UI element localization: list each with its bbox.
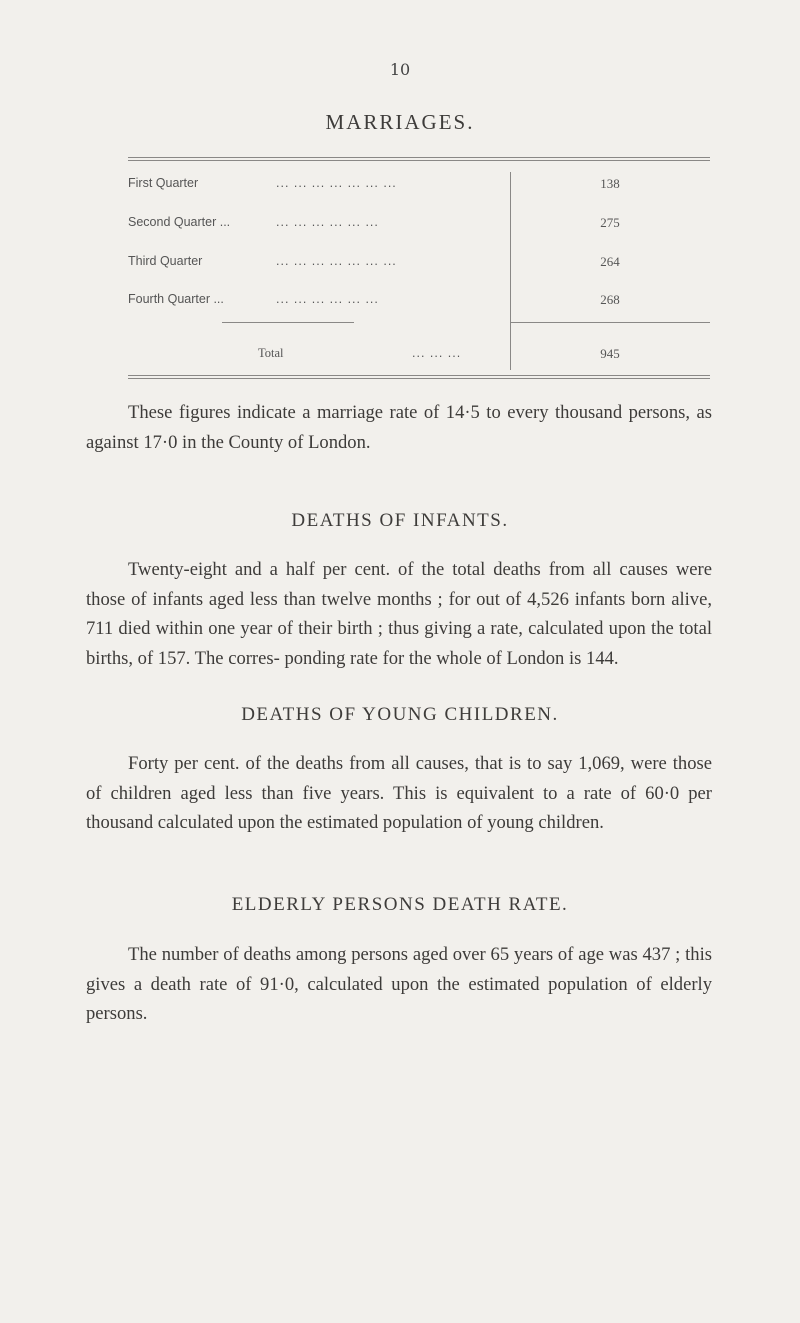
table-bottom-rule xyxy=(128,375,710,376)
table-row xyxy=(128,254,710,274)
row-leader-dots: ... ... ... ... ... ... ... xyxy=(276,254,397,268)
table-row xyxy=(128,292,710,312)
infants-paragraph: Twenty-eight and a half per cent. of the total deaths from all causes were those of infants aged less than twelve months ; for out of 4,526 infants born alive, 711 died within one year of their birth ; thus giving a rate, calculated upon the total births, of 157. The corres- ponding rate for the whole of London is 144. xyxy=(86,559,712,669)
young-children-paragraph: Forty per cent. of the deaths from all causes, that is to say 1,069, were those of children aged less than five years. This is equivalent to a rate of 60·0 per thousand calculated upon the estimated population of young children. xyxy=(86,753,712,833)
table-bottom-rule-inner xyxy=(128,378,710,379)
row-value: 264 xyxy=(600,254,620,269)
row-label: Second Quarter ... xyxy=(128,215,231,229)
table-row xyxy=(128,215,710,235)
marriages-heading: MARRIAGES. xyxy=(325,110,475,134)
row-value: 138 xyxy=(600,176,620,191)
row-value: 268 xyxy=(600,292,620,307)
table-row xyxy=(128,176,710,196)
total-separator-right xyxy=(510,322,710,323)
row-leader-dots: ... ... ... ... ... ... ... xyxy=(276,176,397,190)
page-number: 10 xyxy=(389,60,411,79)
infants-heading: DEATHS OF INFANTS. xyxy=(291,510,509,531)
total-leader-dots: ... ... ... xyxy=(412,346,462,360)
row-leader-dots: ... ... ... ... ... ... xyxy=(276,215,379,229)
elderly-heading: ELDERLY PERSONS DEATH RATE. xyxy=(231,894,569,915)
row-label: Fourth Quarter ... xyxy=(128,292,224,306)
table-top-rule-inner xyxy=(128,160,710,161)
marriages-paragraph: These figures indicate a marriage rate of 14·5 to every thousand persons, as against 17·0 in the County of London. xyxy=(86,402,712,453)
row-label: First Quarter xyxy=(128,176,199,190)
table-top-rule xyxy=(128,157,710,158)
total-separator-left xyxy=(222,322,354,323)
row-label: Third Quarter xyxy=(128,254,203,268)
total-label: Total xyxy=(258,346,284,360)
row-value: 275 xyxy=(600,215,620,230)
row-leader-dots: ... ... ... ... ... ... xyxy=(276,292,379,306)
total-value: 945 xyxy=(600,346,620,361)
young-children-heading: DEATHS OF YOUNG CHILDREN. xyxy=(241,704,559,725)
elderly-paragraph: The number of deaths among persons aged over 65 years of age was 437 ; this gives a death rate of 91·0, calculated upon the estimated population of elderly persons. xyxy=(86,944,712,1024)
total-row xyxy=(128,346,710,366)
